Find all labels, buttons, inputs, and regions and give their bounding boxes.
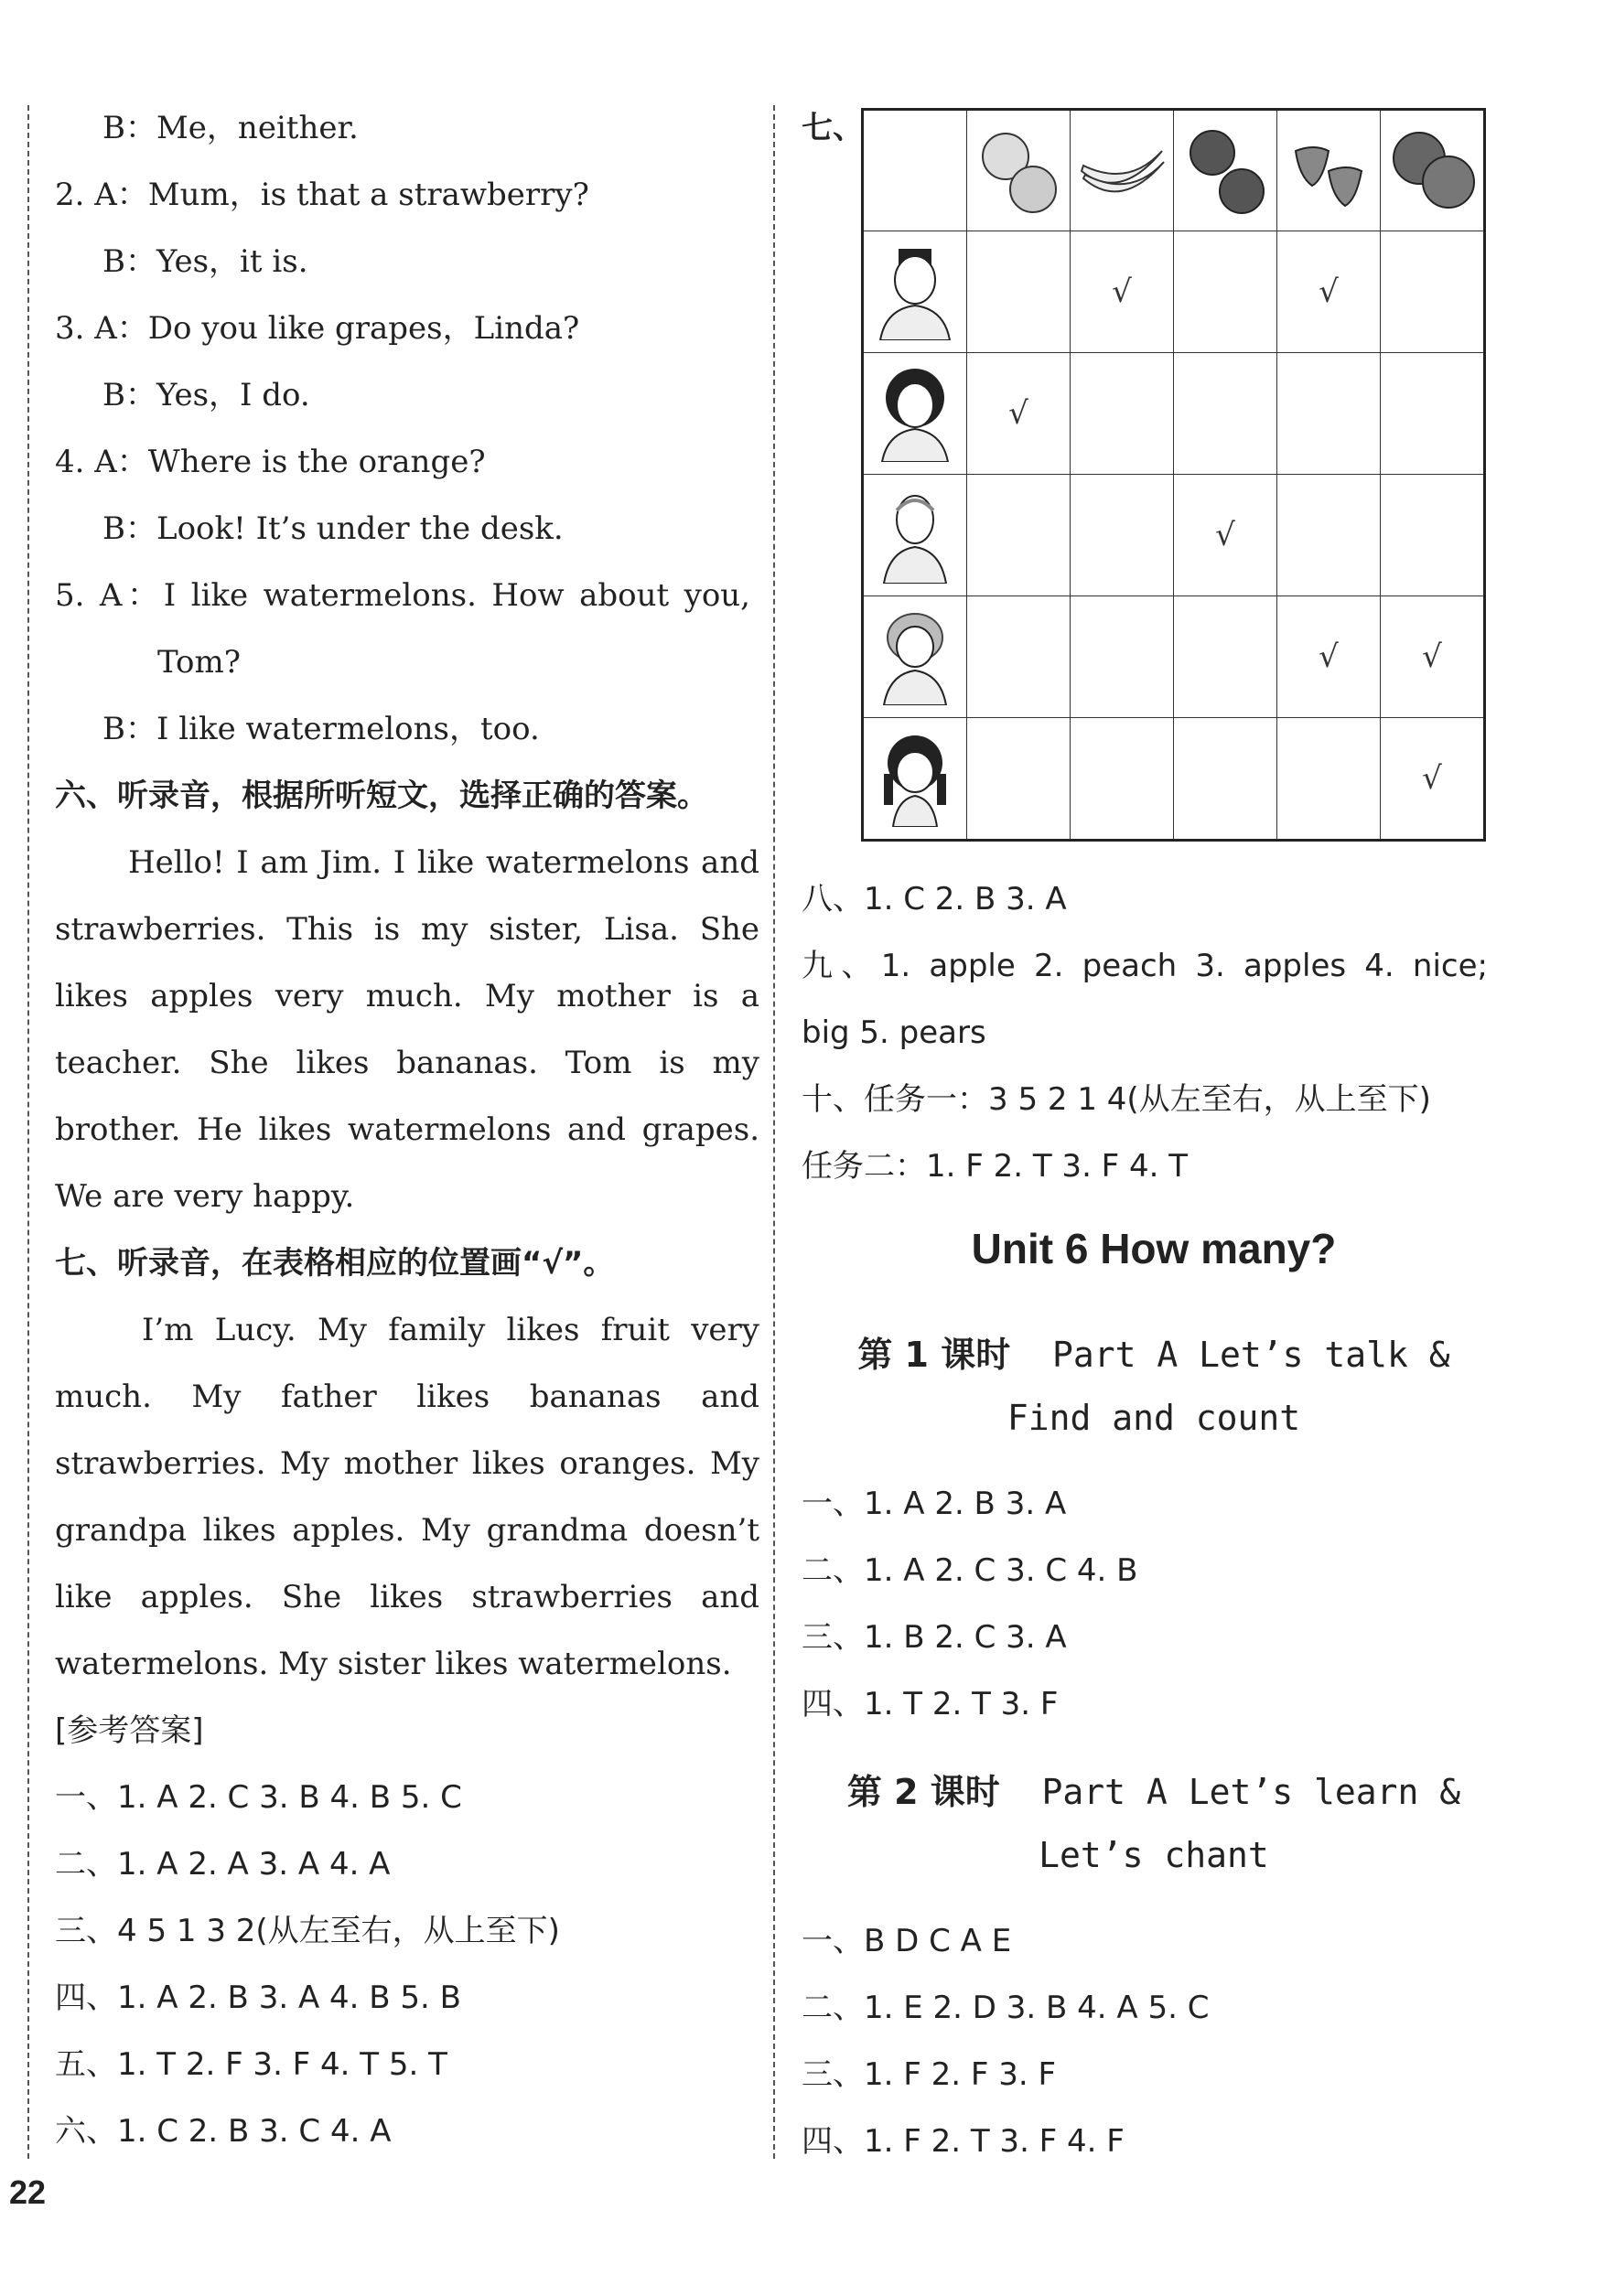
fruit-preference-table — [861, 108, 1486, 842]
answer-line: 四、1. T 2. T 3. F — [802, 1686, 1059, 1722]
cell — [1174, 718, 1277, 841]
answer-line: 一、1. A 2. B 3. A — [802, 1486, 1067, 1522]
dialog-line: B：I like watermelons，too. — [102, 711, 540, 747]
mother-picture — [871, 361, 959, 462]
cell — [967, 596, 1071, 718]
lesson-1-subtitle: Find and count — [1007, 1398, 1301, 1438]
person-sister-cell — [863, 718, 967, 841]
watermelons-picture — [1384, 122, 1480, 217]
person-grandma-cell — [863, 596, 967, 718]
passage-line: strawberries. My mother likes oranges. My — [55, 1445, 759, 1482]
person-grandpa-cell — [863, 475, 967, 596]
answer-line: big 5. pears — [802, 1014, 986, 1051]
passage-line: I’m Lucy. My family likes fruit very — [142, 1312, 759, 1348]
cell — [1277, 353, 1381, 475]
answer-line: 四、1. F 2. T 3. F 4. F — [802, 2123, 1125, 2160]
lesson-1-number: 第 1 课时 — [857, 1335, 1011, 1375]
tick-cell — [1381, 596, 1485, 718]
tick-cell — [967, 353, 1071, 475]
answer-line: 三、4 5 1 3 2(从左至右，从上至下) — [55, 1913, 560, 1949]
passage-line: We are very happy. — [55, 1178, 355, 1215]
column-divider — [773, 105, 775, 2159]
q7-heading: 七、听录音，在表格相应的位置画“√”。 — [55, 1245, 615, 1282]
answer-line: 二、1. A 2. C 3. C 4. B — [802, 1552, 1138, 1589]
tick-cell — [1071, 231, 1174, 353]
reference-answer-label: [参考答案] — [55, 1712, 204, 1749]
cell — [1071, 718, 1174, 841]
answer-line: 二、1. E 2. D 3. B 4. A 5. C — [802, 1990, 1210, 2026]
dialog-line: 5. A：I like watermelons. How about you, — [55, 577, 750, 614]
q6-heading: 六、听录音，根据所听短文，选择正确的答案。 — [55, 778, 708, 814]
answer-line: 任务二：1. F 2. T 3. F 4. T — [802, 1148, 1189, 1185]
strawberries-picture — [1283, 123, 1374, 215]
tick-mark: √ — [1215, 517, 1235, 553]
passage-line: like apples. She likes strawberries and — [55, 1579, 759, 1615]
tick-cell — [1277, 596, 1381, 718]
passage-line: brother. He likes watermelons and grapes. — [55, 1111, 759, 1148]
fruit-strawberries-cell — [1277, 110, 1381, 231]
lesson-2-title: Part A Let’s learn & — [1041, 1772, 1461, 1812]
cell — [1174, 596, 1277, 718]
unit-title: Unit 6 How many? — [971, 1225, 1337, 1272]
tick-cell — [1174, 475, 1277, 596]
cell — [1071, 596, 1174, 718]
tick-mark: √ — [1319, 274, 1339, 310]
passage-line: likes apples very much. My mother is a — [55, 978, 759, 1014]
passage-line: Hello! I am Jim. I like watermelons and — [128, 844, 759, 881]
lesson-1-title: Part A Let’s talk & — [1051, 1335, 1450, 1375]
dialog-line: B：Me，neither. — [102, 110, 359, 146]
answer-line: 一、B D C A E — [802, 1923, 1012, 1959]
answer-line: 六、1. C 2. B 3. C 4. A — [55, 2113, 392, 2150]
cell — [1381, 353, 1485, 475]
father-picture — [871, 240, 959, 340]
passage-line: teacher. She likes bananas. Tom is my — [55, 1045, 759, 1081]
tick-mark: √ — [1008, 395, 1028, 432]
answer-line: 一、1. A 2. C 3. B 4. B 5. C — [55, 1779, 462, 1816]
answer-line: 八、1. C 2. B 3. A — [802, 881, 1067, 917]
bananas-picture — [1074, 123, 1169, 215]
dialog-line: B：Look! It’s under the desk. — [102, 510, 564, 547]
cell — [1174, 231, 1277, 353]
passage-line: much. My father likes bananas and — [55, 1379, 759, 1415]
apples-picture — [1178, 122, 1273, 217]
cell — [1381, 475, 1485, 596]
cell — [1071, 353, 1174, 475]
lesson-2-number: 第 2 课时 — [846, 1772, 1000, 1812]
person-mother-cell — [863, 353, 967, 475]
fruit-apples-cell — [1174, 110, 1277, 231]
dialog-line: 3. A：Do you like grapes，Linda? — [55, 310, 580, 347]
passage-line: watermelons. My sister likes watermelons. — [55, 1646, 732, 1682]
tick-mark: √ — [1112, 274, 1132, 310]
fruit-watermelons-cell — [1381, 110, 1485, 231]
passage-line: strawberries. This is my sister, Lisa. She — [55, 911, 759, 948]
fruit-oranges-cell — [967, 110, 1071, 231]
answer-line: 二、1. A 2. A 3. A 4. A — [55, 1846, 391, 1883]
cell — [1174, 353, 1277, 475]
person-father-cell — [863, 231, 967, 353]
cell — [1277, 718, 1381, 841]
cell — [967, 475, 1071, 596]
answer-line: 三、1. F 2. F 3. F — [802, 2056, 1057, 2093]
cell — [967, 231, 1071, 353]
fruit-bananas-cell — [1071, 110, 1174, 231]
answer-line: 九、1. apple 2. peach 3. apples 4. nice; — [802, 948, 1488, 984]
corner-cell — [863, 110, 967, 231]
grandpa-picture — [871, 483, 959, 584]
answer-line: 五、1. T 2. F 3. F 4. T 5. T — [55, 2046, 447, 2083]
tick-mark: √ — [1319, 638, 1339, 675]
q7-table-label: 七、 — [802, 110, 864, 146]
dialog-line: B：Yes，it is. — [102, 243, 308, 280]
lesson-2-subtitle: Let’s chant — [1039, 1835, 1269, 1875]
cell — [1277, 475, 1381, 596]
lesson-1-heading — [802, 1326, 1506, 1377]
dialog-line: 2. A：Mum，is that a strawberry? — [55, 177, 589, 213]
oranges-picture — [973, 123, 1064, 215]
lesson-2-heading — [802, 1764, 1506, 1814]
cell — [1071, 475, 1174, 596]
left-margin-line — [27, 105, 29, 2159]
dialog-line: B：Yes，I do. — [102, 377, 310, 413]
cell — [967, 718, 1071, 841]
answer-line: 三、1. B 2. C 3. A — [802, 1619, 1067, 1656]
tick-mark: √ — [1422, 760, 1442, 797]
tick-cell — [1277, 231, 1381, 353]
page-number: 22 — [9, 2173, 47, 2211]
answer-line: 十、任务一：3 5 2 1 4(从左至右，从上至下) — [802, 1081, 1431, 1118]
grandma-picture — [871, 605, 959, 705]
cell — [1381, 231, 1485, 353]
dialog-line: Tom? — [157, 644, 241, 681]
tick-cell — [1381, 718, 1485, 841]
tick-mark: √ — [1422, 638, 1442, 675]
sister-picture — [871, 726, 959, 827]
dialog-line: 4. A：Where is the orange? — [55, 444, 486, 480]
answer-line: 四、1. A 2. B 3. A 4. B 5. B — [55, 1979, 461, 2016]
passage-line: grandpa likes apples. My grandma doesn’t — [55, 1512, 759, 1549]
